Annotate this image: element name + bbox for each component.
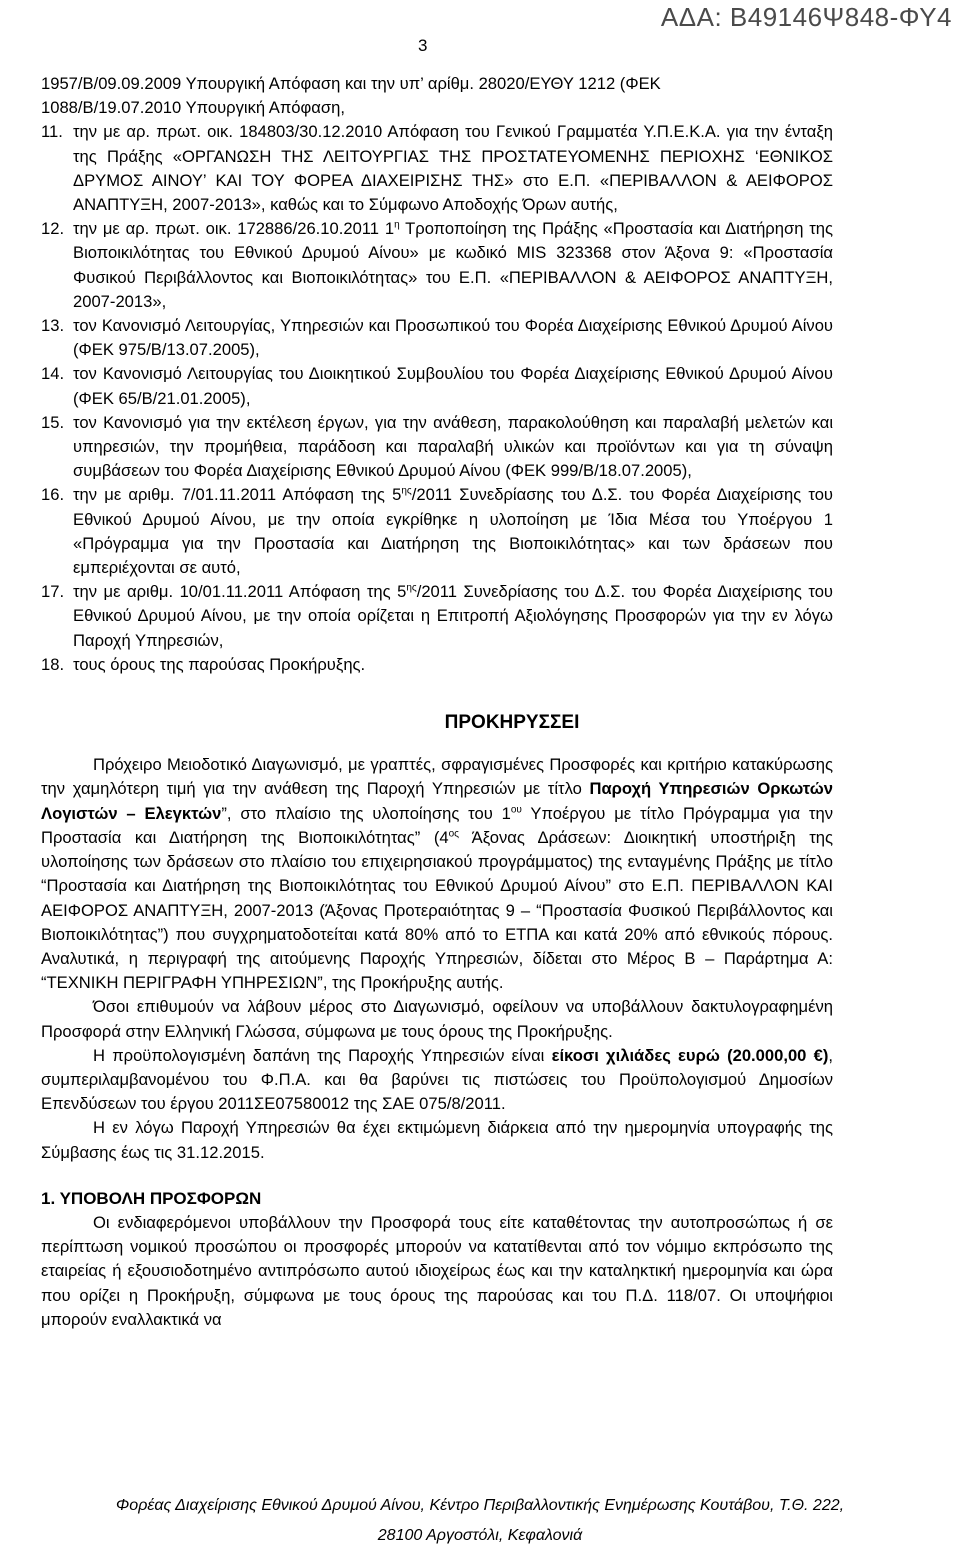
continuation-line: 1088/Β/19.07.2010 Υπουργική Απόφαση, xyxy=(41,98,345,118)
document-body xyxy=(41,72,833,1332)
item-number: 17. xyxy=(41,582,65,602)
item-number: 14. xyxy=(41,364,65,384)
item-text: την με αριθμ. 7/01.11.2011 Απόφαση της $5^{\eta\varsigma}/2011$ Συνεδρίασης του Δ.Σ. του Φορέα Διαχείρισης του Εθνικού Δρυμού Αίνου, με την οποία εγκρίθηκε η υλοποίηση με Ίδια Μέσα του Υποέργου 1 «Πρόγραμμα για την Προστασία και Διατήρηση της Βιοποικιλότητας» και των δράσεων που εμπεριέχονται σε αυτό, xyxy=(73,485,834,578)
item-number: 18. xyxy=(41,654,65,674)
item-text: τους όρους της παρούσας Προκήρυξης. xyxy=(73,654,366,674)
continuation-line: 1957/Β/09.09.2009 Υπουργική Απόφαση και την υπ’ αρίθμ. 28020/ΕΥΘΥ 1212 (ΦΕΚ xyxy=(41,74,661,93)
proclamation-heading: ΠΡΟΚΗΡΥΣΣΕΙ xyxy=(444,712,580,734)
item-number: 16. xyxy=(41,485,65,505)
list-item xyxy=(41,653,833,677)
list-item xyxy=(41,411,833,484)
item-number: 13. xyxy=(41,316,65,336)
item-number: 11. xyxy=(41,122,63,142)
item-number: 12. xyxy=(41,219,65,239)
page-number: 3 xyxy=(418,36,428,55)
list-item xyxy=(41,580,833,653)
item-text: τον Κανονισμό Λειτουργίας του Διοικητικού Συμβουλίου του Φορέα Διαχείρισης Εθνικού Δρυμού Αίνου (ΦΕΚ 65/Β/21.01.2005), xyxy=(73,364,833,408)
list-item xyxy=(41,362,833,410)
section-title: 1. ΥΠΟΒΟΛΗ ΠΡΟΣΦΟΡΩΝ xyxy=(41,1188,262,1208)
item-text: την με αρ. πρωτ. οικ. 184803/30.12.2010 Απόφαση του Γενικού Γραμματέα Υ.Π.Ε.Κ.Α. για την ένταξη της Πράξης «ΟΡΓΑΝΩΣΗ ΤΗΣ ΛΕΙΤΟΥΡΓΙΑΣ ΤΗΣ ΠΡΟΣΤΑΤΕΥΟΜΕΝΗΣ ΠΕΡΙΟΧΗΣ ‘ΕΘΝΙΚΟΣ ΔΡΥΜΟΣ ΑΙΝΟΥ’ ΚΑΙ ΤΟΥ ΦΟΡΕΑ ΔΙΑΧΕΙΡΙΣΗΣ ΤΗΣ» στο Ε.Π. «ΠΕΡΙΒΑΛΛΟΝ & ΑΕΙΦΟΡΟΣ ΑΝΑΠΤΥΞΗ, 2007-2013», καθώς και το Σύμφωνο Αποδοχής Όρων αυτής, xyxy=(73,122,833,215)
footer-line: Φορέας Διαχείρισης Εθνικού Δρυμού Αίνου, Κέντρο Περιβαλλοντικής Ενημέρωσης Κουτάβου, Τ.Θ. 222, xyxy=(115,1497,845,1514)
paragraph: Η προϋπολογισμένη δαπάνη της Παροχής Υπηρεσιών είναι είκοσι χιλιάδες ευρώ (20.000,00 €), συμπεριλαμβανομένου του Φ.Π.Α. και θα βαρύνει τις πιστώσεις του Προϋπολογισμού Δημοσίων Επενδύσεων του έργου 2011ΣΕ07580012 της ΣΑΕ 075/8/2011. xyxy=(41,1045,834,1114)
item-text: τον Κανονισμό Λειτουργίας, Υπηρεσιών και Προσωπικού του Φορέα Διαχείρισης Εθνικού Δρυμού Αίνου (ΦΕΚ 975/Β/13.07.2005), xyxy=(73,316,833,360)
item-text: την με αρ. πρωτ. οικ. 172886/26.10.2011 $1^\eta$ Τροποποίηση της Πράξης «Προστασία και Διατήρηση της Βιοποικιλότητας του Εθνικού Δρυμού Αίνου» με κωδικό MIS 323368 στον Άξονα 9: «Προστασία Φυσικού Περιβάλλοντος και Βιοποικιλότητας» του Ε.Π. «ΠΕΡΙΒΑΛΛΟΝ & ΑΕΙΦΟΡΟΣ ΑΝΑΠΤΥΞΗ, 2007-2013», xyxy=(73,219,834,311)
ada-code: ΑΔΑ: Β49146Ψ848-ΦΥ4 xyxy=(660,2,952,32)
footer-line: 28100 Αργοστόλι, Κεφαλονιά xyxy=(377,1527,583,1544)
list-item xyxy=(41,120,833,217)
list-item xyxy=(41,483,833,580)
item-text: την με αριθμ. 10/01.11.2011 Απόφαση της $5^{\eta\varsigma}/2011$ Συνεδρίασης του Δ.Σ. του Φορέα Διαχείρισης του Εθνικού Δρυμού Αίνου, με την οποία ορίζεται η Επιτροπή Αξιολόγησης Προσφορών για την εν λόγω Παροχή Υπηρεσιών, xyxy=(73,582,833,650)
paragraph: Η εν λόγω Παροχή Υπηρεσιών θα έχει εκτιμώμενη διάρκεια από την ημερομηνία υπογραφής της Σύμβασης έως τις 31.12.2015. xyxy=(41,1118,833,1162)
list-item xyxy=(41,314,833,362)
paragraph: Πρόχειρο Μειοδοτικό Διαγωνισμό, με γραπτές, σφραγισμένες Προσφορές και κριτήριο κατακύρωσης την χαμηλότερη τιμή για την ανάθεση της Παροχή Υπηρεσιών με τίτλο Παροχή Υπηρεσιών Ορκωτών Λογιστών – Ελεγκτών”, στο πλαίσιο της υλοποίησης του $1^{o\upsilon}$ Υποέργου με τίτλο Πρόγραμμα για την Προστασία και Διατήρηση της Βιοποικιλότητας” ($4^{o\varsigma}$ Άξονας Δράσεων: Διοικητική υποστήριξη της υλοποίησης των δράσεων στο πλαίσιο του επιχειρησιακού προγράμματος) της ενταγμένης Πράξης με τίτλο “Προστασία και Διατήρηση της Βιοποικιλότητας του Εθνικού Δρυμού Αίνου” στο Ε.Π. ΠΕΡΙΒΑΛΛΟΝ ΚΑΙ ΑΕΙΦΟΡΟΣ ΑΝΑΠΤΥΞΗ, 2007-2013 (Άξονας Προτεραιότητας 9 – “Προστασία Φυσικού Περιβάλλοντος και Βιοποικιλότητας”) που συγχρηματοδοτείται κατά 80% από το ΕΤΠΑ και κατά 20% από εθνικούς πόρους. Αναλυτικά, η περιγραφή της αιτούμενης Παροχής Υπηρεσιών, δίδεται στο Μέρος Β – Παράρτημα Α: “ΤΕΧΝΙΚΗ ΠΕΡΙΓΡΑΦΗ ΥΠΗΡΕΣΙΩΝ”, της Προκήρυξης αυτής. xyxy=(41,755,834,993)
paragraph: Οι ενδιαφερόμενοι υποβάλλουν την Προσφορά τους είτε καταθέτοντας την αυτοπροσώπως ή σε περίπτωση νομικού προσώπου οι προσφορές μπορούν να κατατίθενται από τον νόμιμο εκπρόσωπο της εταιρείας ή εξουσιοδοτημένο αντιπρόσωπο αυτού ιδιοχείρως έως και την καταληκτική ημερομηνία και ώρα που ορίζει η Προκήρυξη, σύμφωνα με τους όρους της παρούσας και του Π.Δ. 118/07. Οι υποψήφιοι μπορούν εναλλακτικά να xyxy=(41,1212,833,1329)
list-item xyxy=(41,217,833,314)
paragraph: Όσοι επιθυμούν να λάβουν μέρος στο Διαγωνισμό, οφείλουν να υποβάλλουν δακτυλογραφημένη Προσφορά στην Ελληνική Γλώσσα, σύμφωνα με τους όρους της Προκήρυξης. xyxy=(41,997,833,1041)
item-number: 15. xyxy=(41,412,65,432)
item-text: τον Κανονισμό για την εκτέλεση έργων, για την ανάθεση, παρακολούθηση και παραλαβή μελετών και υπηρεσιών, την προμήθεια, παράδοση και παραλαβή υλικών και προϊόντων και για τη σύναψη συμβάσεων του Φορέα Διαχείρισης Εθνικού Δρυμού Αίνου (ΦΕΚ 999/Β/18.07.2005), xyxy=(73,412,833,481)
